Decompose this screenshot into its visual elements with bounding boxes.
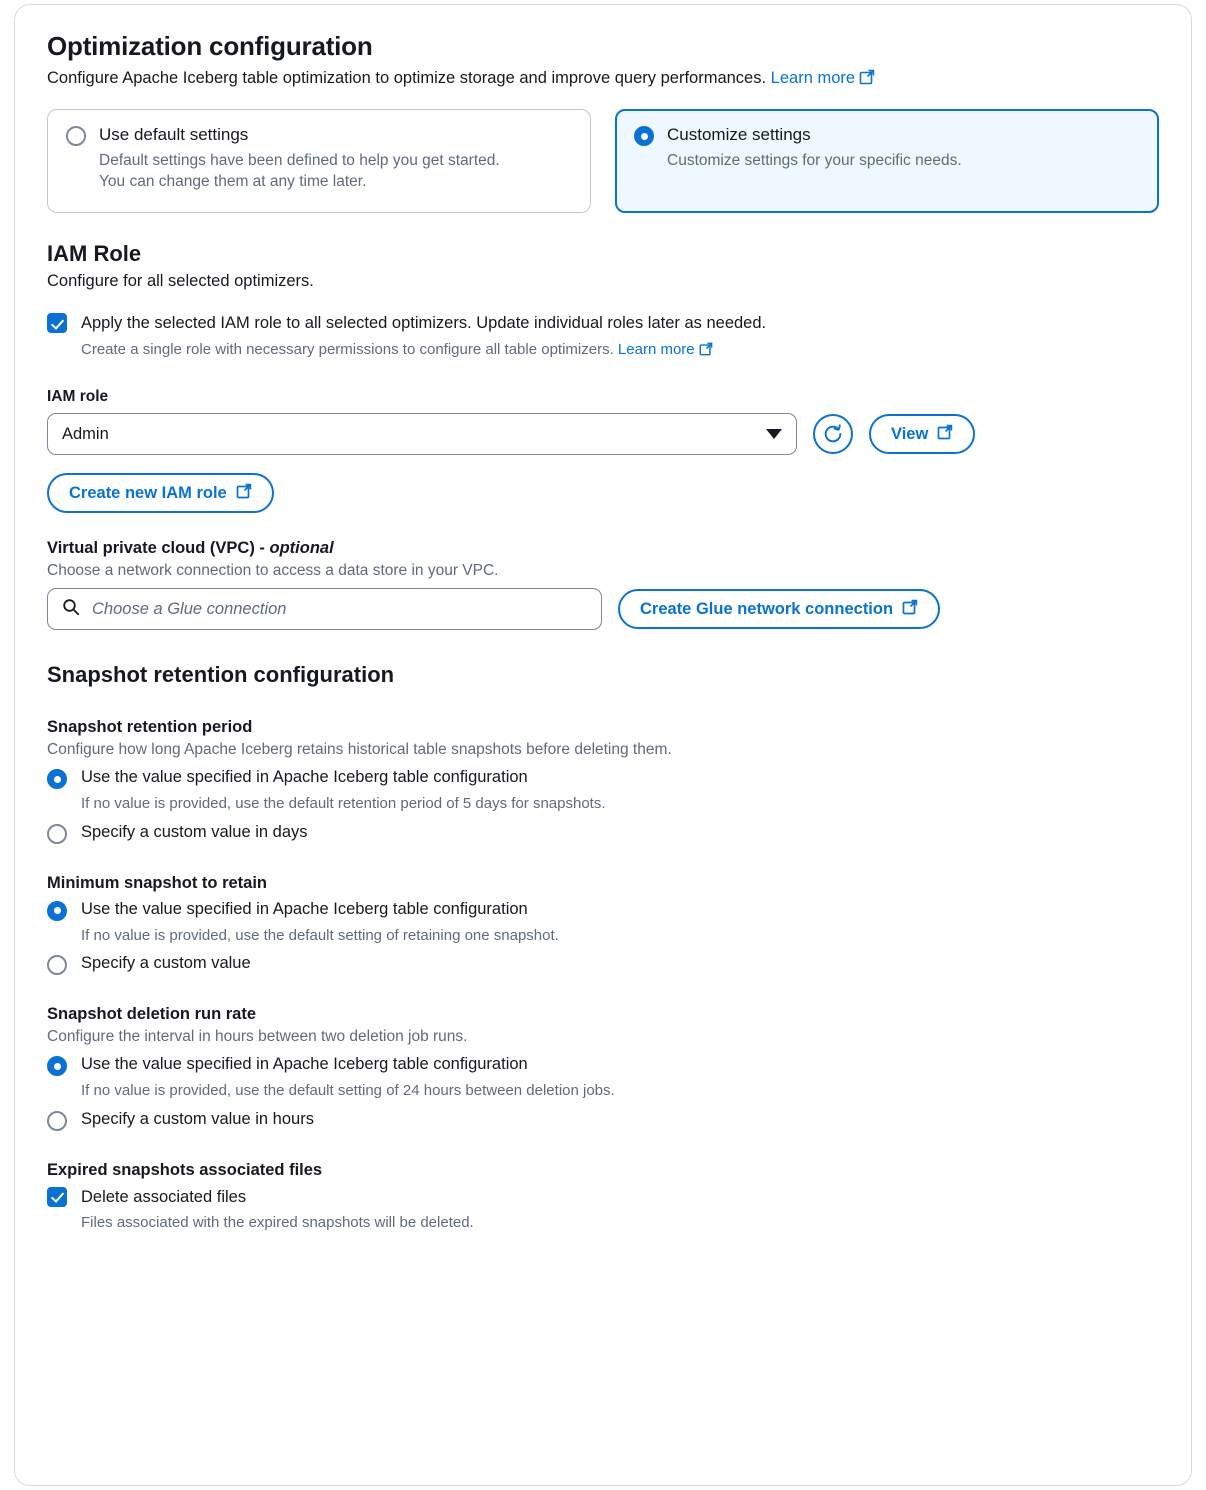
page-title: Optimization configuration <box>47 31 373 61</box>
external-link-icon <box>937 424 953 445</box>
snapshot-retention-period-heading: Snapshot retention period <box>47 718 253 737</box>
external-link-icon <box>902 599 918 620</box>
vpc-row <box>47 588 1159 630</box>
snapshot-deletion-default-sub: If no value is provided, use the default setting of 24 hours between deletion jobs. <box>81 1082 615 1100</box>
delete-associated-files-row[interactable] <box>47 1187 1159 1234</box>
optimization-configuration-panel <box>14 4 1192 1486</box>
iam-role-row <box>47 413 1159 455</box>
snapshot-deletion-custom-label: Specify a custom value in hours <box>81 1109 314 1128</box>
radio-snapshot-retention-default[interactable] <box>47 769 67 789</box>
header-learn-more-label: Learn more <box>770 69 856 87</box>
vpc-description: Choose a network connection to access a data store in your VPC. <box>47 562 499 580</box>
snapshot-retention-default-label: Use the value specified in Apache Iceberg table configuration <box>81 768 528 787</box>
minimum-snapshot-option-custom[interactable] <box>47 953 1159 975</box>
view-role-label: View <box>891 424 929 443</box>
vpc-label <box>47 539 1159 558</box>
minimum-snapshot-option-default[interactable] <box>47 899 1159 921</box>
search-icon <box>62 598 80 621</box>
glue-connection-search-box[interactable] <box>47 588 602 630</box>
create-new-iam-role-label: Create new IAM role <box>69 483 227 502</box>
minimum-snapshot-heading: Minimum snapshot to retain <box>47 873 268 892</box>
apply-iam-role-sub <box>81 340 766 362</box>
chevron-down-icon <box>766 429 782 439</box>
snapshot-deletion-run-rate-group <box>47 1005 1159 1131</box>
page-description <box>47 68 1159 91</box>
snapshot-retention-heading: Snapshot retention configuration <box>47 662 395 688</box>
minimum-snapshot-default-sub: If no value is provided, use the default setting of retaining one snapshot. <box>81 926 559 944</box>
snapshot-retention-period-note: Configure how long Apache Iceberg retains historical table snapshots before deleting them. <box>47 741 672 759</box>
iam-role-selected-value: Admin <box>62 424 109 443</box>
snapshot-retention-default-sub: If no value is provided, use the default retention period of 5 days for snapshots. <box>81 795 606 813</box>
apply-iam-role-checkbox-row[interactable] <box>47 313 1159 362</box>
refresh-icon <box>822 423 844 445</box>
tile-customize-settings-desc: Customize settings for your specific needs. <box>667 151 962 169</box>
minimum-snapshot-group <box>47 874 1159 976</box>
tile-use-default-settings-desc: Default settings have been defined to help you get started. You can change them at any time later. <box>99 151 500 190</box>
iam-role-description: Configure for all selected optimizers. <box>47 272 314 291</box>
view-role-button[interactable] <box>869 414 975 454</box>
radio-customize-settings[interactable] <box>634 126 654 146</box>
create-glue-network-connection-button[interactable] <box>618 589 940 629</box>
radio-minimum-snapshot-default[interactable] <box>47 901 67 921</box>
delete-associated-files-sub: Files associated with the expired snapshots will be deleted. <box>81 1214 474 1232</box>
delete-associated-files-label: Delete associated files <box>81 1187 247 1206</box>
snapshot-retention-period-option-custom[interactable] <box>47 822 1159 844</box>
radio-snapshot-deletion-default[interactable] <box>47 1056 67 1076</box>
snapshot-retention-period-option-default[interactable] <box>47 767 1159 789</box>
tile-customize-settings[interactable] <box>615 109 1159 213</box>
iam-role-field-label: IAM role <box>47 388 109 406</box>
snapshot-deletion-option-custom[interactable] <box>47 1109 1159 1131</box>
iam-learn-more-label: Learn more <box>617 340 695 358</box>
apply-iam-role-checkbox[interactable] <box>47 313 67 333</box>
header-learn-more-link[interactable] <box>771 69 875 87</box>
snapshot-deletion-run-rate-heading: Snapshot deletion run rate <box>47 1005 257 1024</box>
radio-minimum-snapshot-custom[interactable] <box>47 955 67 975</box>
snapshot-deletion-default-label: Use the value specified in Apache Iceberg table configuration <box>81 1055 528 1074</box>
external-link-icon <box>699 342 713 362</box>
refresh-button[interactable] <box>813 414 853 454</box>
expired-snapshots-heading: Expired snapshots associated files <box>47 1160 323 1179</box>
snapshot-retention-period-group <box>47 718 1159 844</box>
expired-snapshots-group <box>47 1161 1159 1234</box>
apply-iam-role-sub-text: Create a single role with necessary permissions to configure all table optimizers. <box>81 340 614 358</box>
radio-snapshot-deletion-custom[interactable] <box>47 1111 67 1131</box>
settings-mode-tiles <box>47 109 1159 213</box>
create-new-iam-role-button[interactable] <box>47 473 274 513</box>
radio-use-default-settings[interactable] <box>66 126 86 146</box>
create-glue-network-connection-label: Create Glue network connection <box>640 599 894 618</box>
iam-role-heading: IAM Role <box>47 241 142 267</box>
glue-connection-input[interactable] <box>90 599 587 620</box>
snapshot-deletion-option-default[interactable] <box>47 1054 1159 1076</box>
page-description-text: Configure Apache Iceberg table optimization to optimize storage and improve query performances. <box>47 69 767 87</box>
vpc-label-text: Virtual private cloud (VPC) - <box>47 539 265 558</box>
tile-use-default-settings-title: Use default settings <box>99 125 249 145</box>
external-link-icon <box>859 69 875 91</box>
vpc-optional-tag: optional <box>269 539 334 558</box>
tile-customize-settings-title: Customize settings <box>667 125 811 145</box>
radio-snapshot-retention-custom[interactable] <box>47 824 67 844</box>
apply-iam-role-label: Apply the selected IAM role to all selected optimizers. Update individual roles later as needed. <box>81 314 767 333</box>
delete-associated-files-checkbox[interactable] <box>47 1187 67 1207</box>
external-link-icon <box>236 483 252 504</box>
iam-role-select[interactable] <box>47 413 797 455</box>
minimum-snapshot-custom-label: Specify a custom value <box>81 954 251 973</box>
minimum-snapshot-default-label: Use the value specified in Apache Iceberg table configuration <box>81 899 528 918</box>
iam-learn-more-link[interactable] <box>618 341 713 358</box>
tile-use-default-settings[interactable] <box>47 109 591 213</box>
snapshot-deletion-run-rate-note: Configure the interval in hours between two deletion job runs. <box>47 1028 468 1046</box>
snapshot-retention-custom-label: Specify a custom value in days <box>81 822 308 841</box>
